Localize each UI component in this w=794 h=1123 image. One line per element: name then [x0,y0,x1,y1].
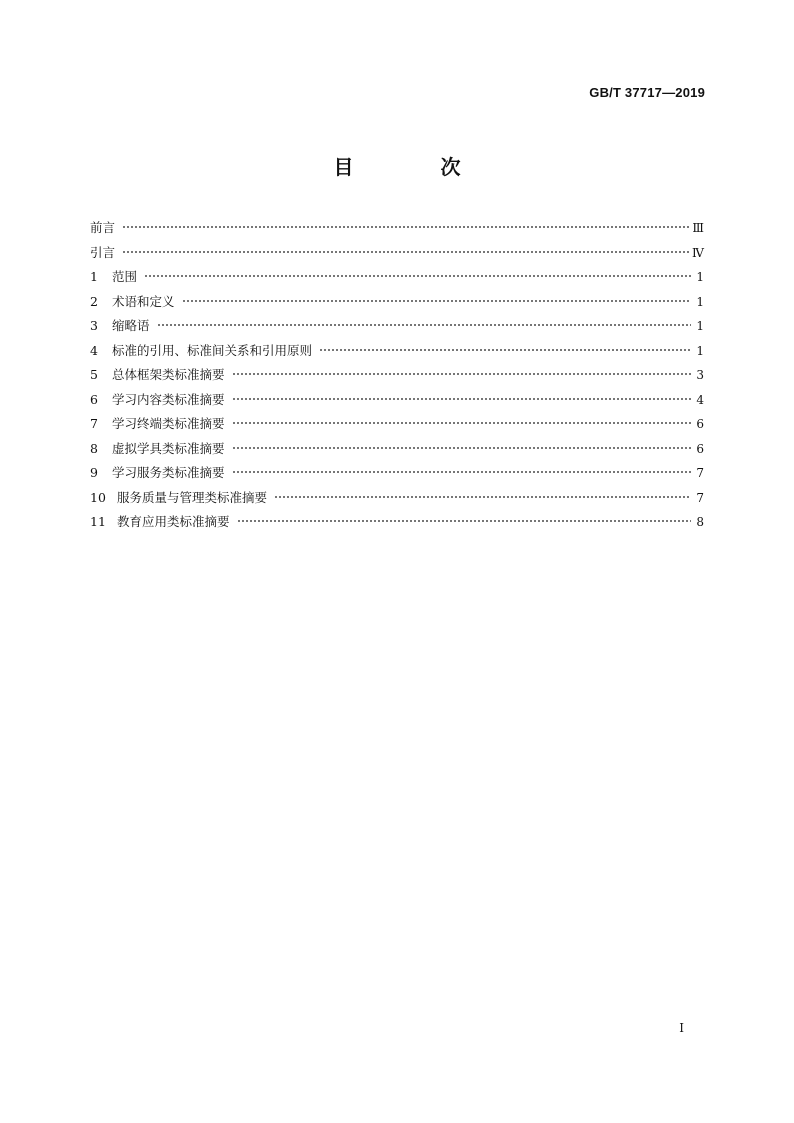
toc-entry-label: 服务质量与管理类标准摘要 [117,489,268,505]
toc-entry-label: 缩略语 [112,318,150,333]
toc-entry-number: 9 [90,465,98,480]
toc-entry-foreword[interactable] [90,216,704,241]
toc-entry-page: 1 [696,343,704,358]
toc-entry-label: 虚拟学具类标准摘要 [112,440,225,456]
toc-entry-number: 8 [90,440,98,456]
toc-entry-6[interactable] [90,388,704,413]
toc-entry-11[interactable] [90,510,704,535]
standard-code: GB/T 37717—2019 [589,85,705,100]
toc-leader-dots [232,446,691,450]
toc-leader-dots [122,250,689,254]
toc-entry-1[interactable] [90,265,704,290]
toc-entry-7[interactable] [90,412,704,437]
toc-entry-label: 总体框架类标准摘要 [112,367,225,382]
toc-entry-10[interactable] [90,486,704,511]
toc-entry-page: Ⅲ [692,221,704,235]
toc-entry-introduction[interactable] [90,241,704,266]
toc-entry-page: 1 [696,294,704,309]
toc-entry-number: 1 [90,269,98,284]
toc-entry-3[interactable] [90,314,704,339]
table-of-contents [90,216,704,535]
toc-entry-label: 学习终端类标准摘要 [112,416,225,431]
toc-entry-label: 教育应用类标准摘要 [117,514,230,529]
toc-entry-4[interactable] [90,339,704,364]
toc-entry-number: 4 [90,342,98,358]
toc-leader-dots [122,225,689,229]
toc-entry-page: 1 [696,270,704,284]
toc-leader-dots [232,372,691,376]
toc-entry-page: 6 [696,441,704,456]
toc-entry-page: 1 [696,319,704,333]
toc-entry-number: 10 [90,489,106,505]
toc-entry-9[interactable] [90,461,704,486]
toc-leader-dots [274,495,691,499]
toc-leader-dots [144,274,691,278]
toc-leader-dots [232,421,691,425]
toc-leader-dots [319,348,691,352]
toc-entry-label: 标准的引用、标准间关系和引用原则 [112,342,313,358]
toc-entry-number: 6 [90,391,98,407]
page-title: 目 次 [333,155,501,179]
toc-leader-dots [232,470,691,474]
toc-entry-page: 3 [696,368,704,382]
toc-entry-2[interactable] [90,290,704,315]
toc-entry-number: 7 [90,416,98,431]
toc-entry-label: 学习服务类标准摘要 [112,465,225,480]
toc-entry-number: 3 [90,318,98,333]
toc-entry-number: 5 [90,367,98,382]
toc-leader-dots [237,519,691,523]
toc-entry-5[interactable] [90,363,704,388]
toc-entry-label: 范围 [112,269,138,284]
toc-leader-dots [182,299,691,303]
toc-entry-page: Ⅳ [692,245,704,260]
toc-leader-dots [157,323,691,327]
toc-entry-label: 学习内容类标准摘要 [112,391,225,407]
page-number: I [679,1021,684,1035]
toc-entry-number: 11 [90,514,106,529]
toc-entry-page: 4 [696,392,704,407]
toc-entry-page: 7 [696,466,704,480]
toc-entry-8[interactable] [90,437,704,462]
toc-entry-label: 前言 [90,220,116,235]
toc-entry-page: 8 [696,515,704,529]
toc-entry-label: 引言 [90,244,116,260]
toc-entry-number: 2 [90,293,98,309]
toc-entry-label: 术语和定义 [112,293,175,309]
toc-leader-dots [232,397,691,401]
toc-entry-page: 6 [696,417,704,431]
toc-entry-page: 7 [696,490,704,505]
